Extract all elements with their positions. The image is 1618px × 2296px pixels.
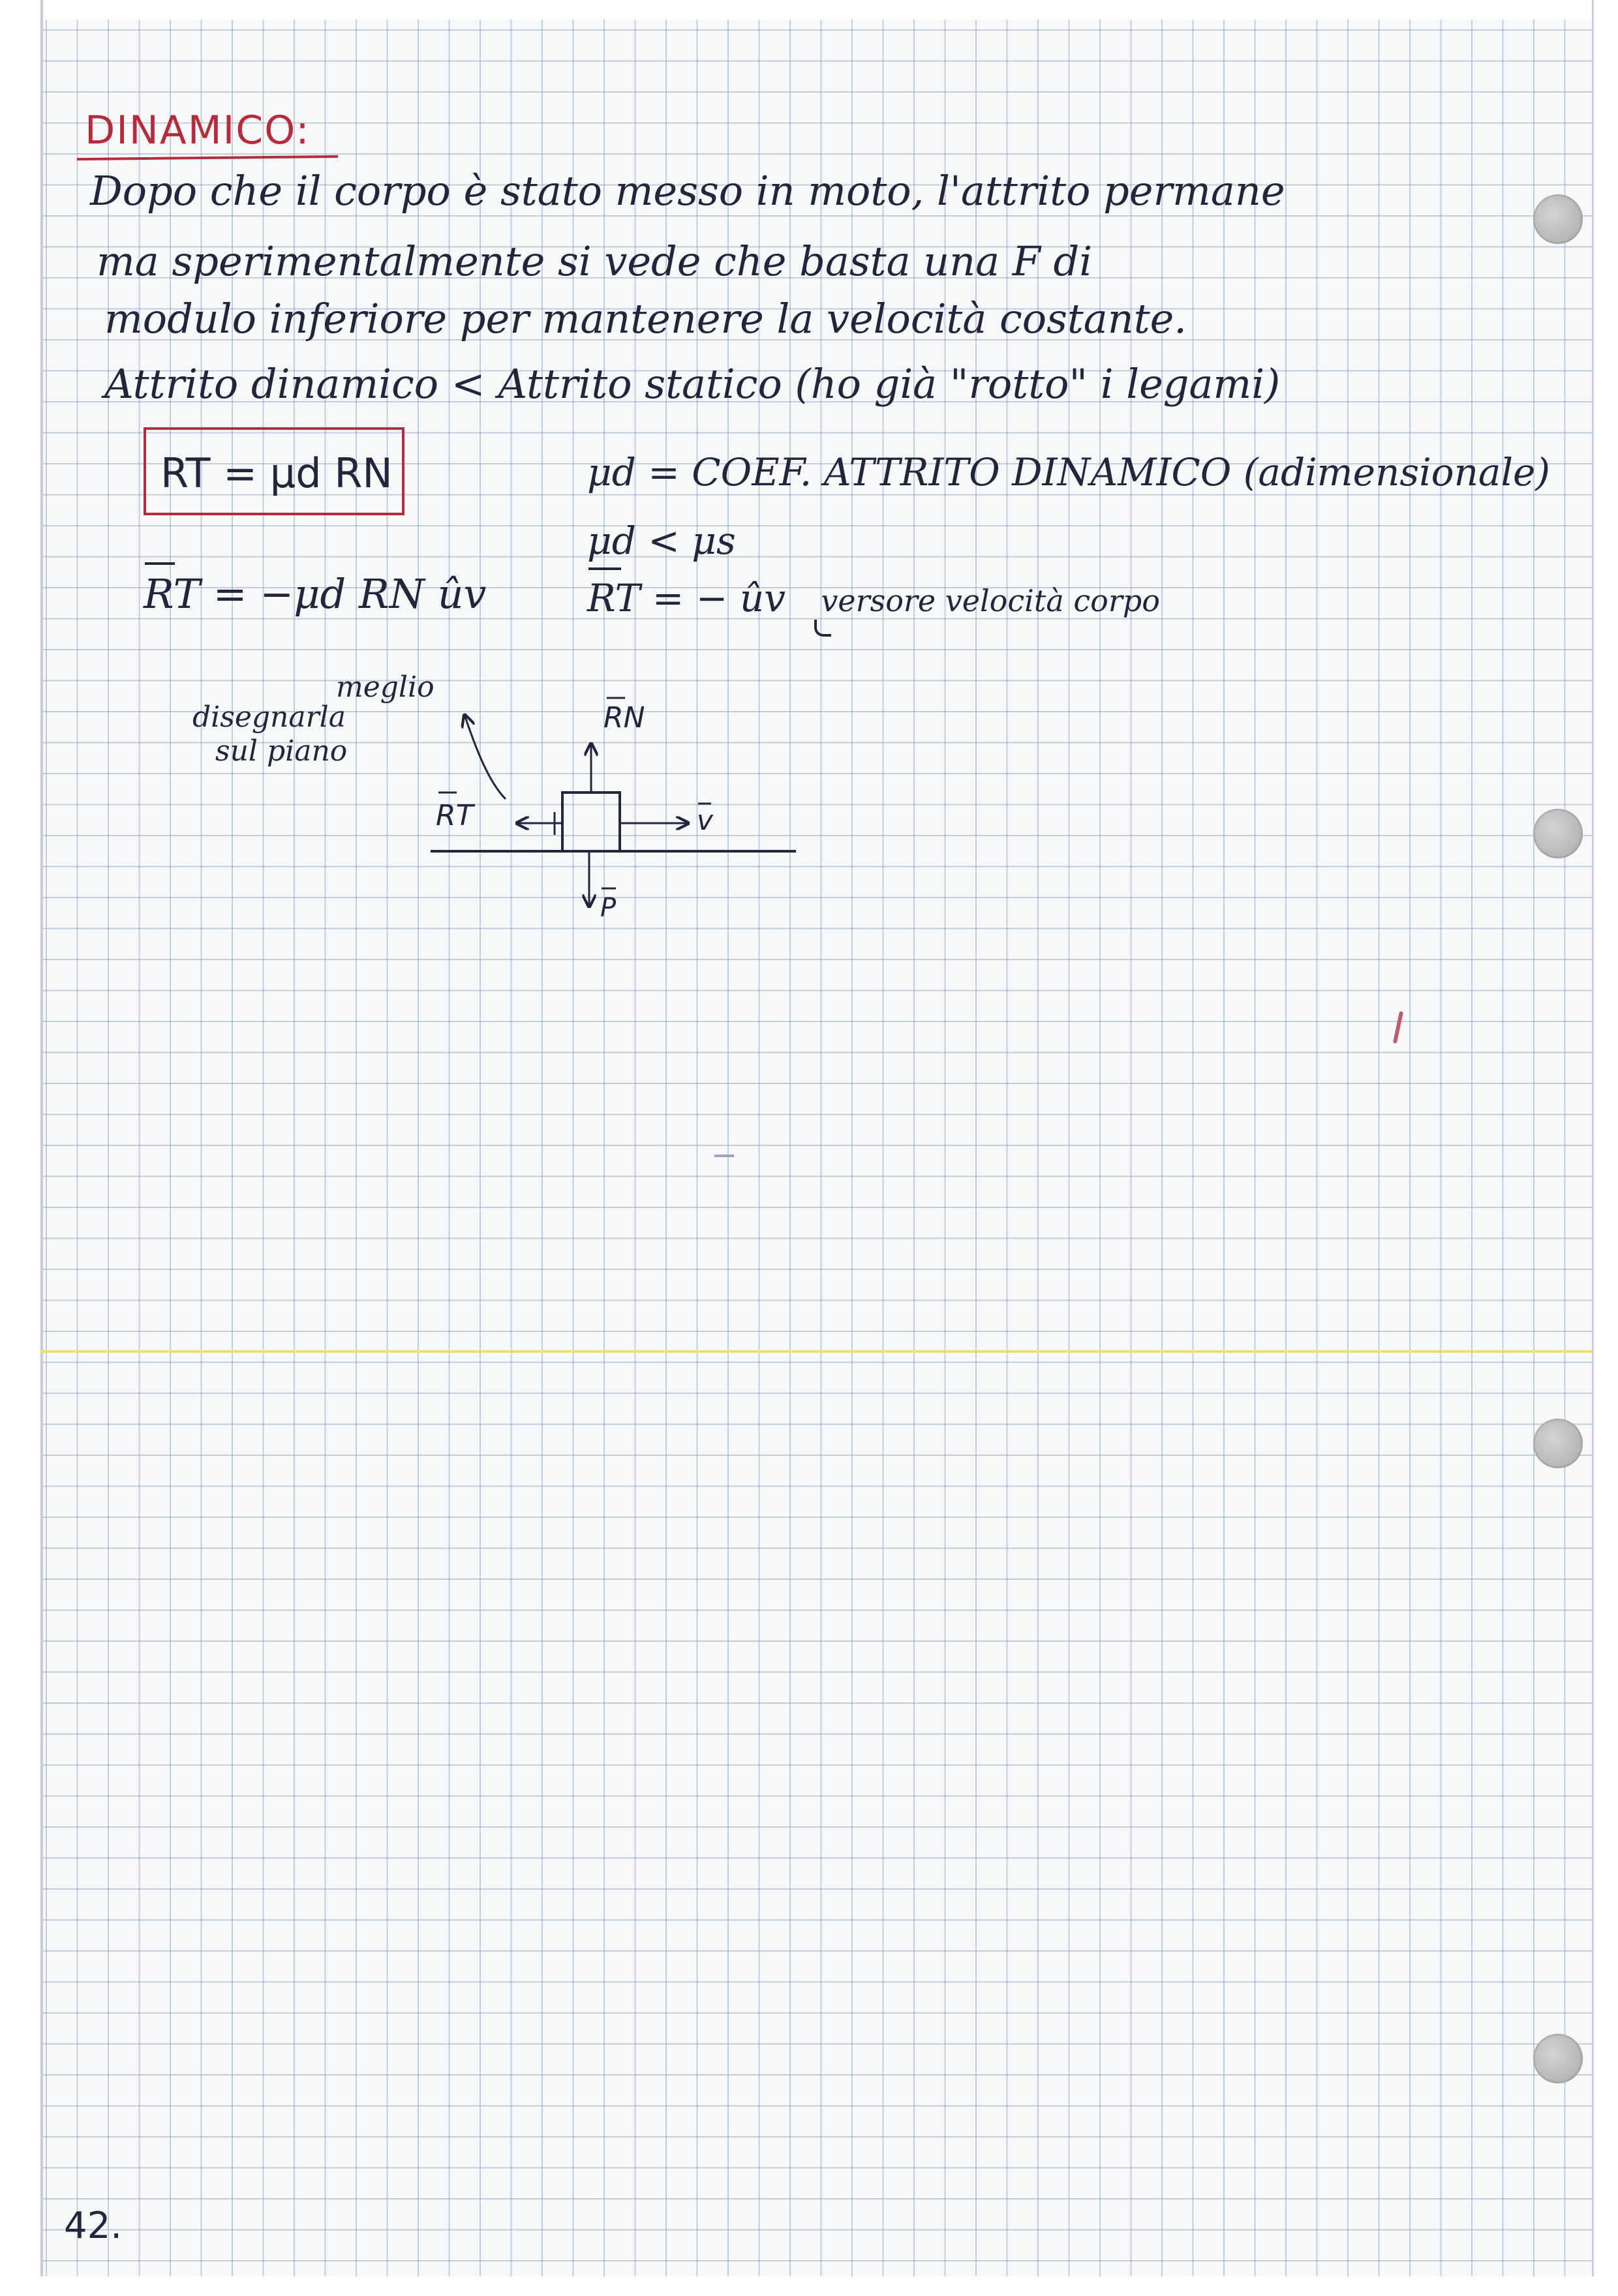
scan-border-top xyxy=(0,0,1618,20)
highlighter-line xyxy=(40,1350,1592,1353)
stray-pen-mark xyxy=(714,1155,734,1157)
binder-hole xyxy=(1533,809,1583,858)
binder-hole xyxy=(1533,2034,1583,2083)
vector-overbar xyxy=(145,562,175,565)
friction-force-label: RT xyxy=(436,799,474,832)
heading-underline xyxy=(77,155,338,160)
scan-border-bottom xyxy=(0,2276,1618,2296)
paragraph-line: ma sperimentalmente si vede che basta una F di xyxy=(97,237,1093,285)
binder-hole xyxy=(1533,1419,1583,1468)
annotation-hook xyxy=(814,620,831,637)
velocity-label: v xyxy=(697,804,713,836)
boxed-formula: RT = μd RN xyxy=(160,449,393,497)
section-heading: DINAMICO: xyxy=(85,108,311,153)
paragraph-line: Dopo che il corpo è stato messo in moto, l'attrito permane xyxy=(90,167,1285,215)
mu-inequality: μd < μs xyxy=(587,519,736,563)
page-number: 42. xyxy=(64,2205,123,2247)
binder-hole xyxy=(1533,194,1583,244)
paragraph-line: Attrito dinamico < Attrito statico (ho già "rotto" i legami) xyxy=(104,360,1281,408)
vector-overbar xyxy=(588,567,621,570)
scan-border-right xyxy=(1592,0,1618,2296)
vector-formula: RT = −μd RN ûv xyxy=(144,570,487,618)
mu-definition: μd = COEF. ATTRITO DINAMICO (adimensionale) xyxy=(587,450,1550,494)
diagram-note-line: disegnarla xyxy=(192,701,346,734)
body-block xyxy=(562,793,620,851)
weight-label: P xyxy=(600,893,617,923)
diagram-note-line: sul piano xyxy=(215,734,348,768)
versor-note: versore velocità corpo xyxy=(821,583,1160,618)
rt-direction-formula xyxy=(587,576,1160,620)
paragraph-line: modulo inferiore per mantenere la velocità costante. xyxy=(104,295,1187,342)
scan-border-left xyxy=(0,0,43,2296)
free-body-diagram xyxy=(391,652,887,952)
rt-direction-expr: RT = − ûv xyxy=(587,576,786,620)
stray-pen-mark xyxy=(1393,1011,1403,1044)
diagram-note-line: meglio xyxy=(336,671,435,704)
note-pointer-arrow xyxy=(465,715,506,799)
normal-force-label: RN xyxy=(603,701,645,734)
